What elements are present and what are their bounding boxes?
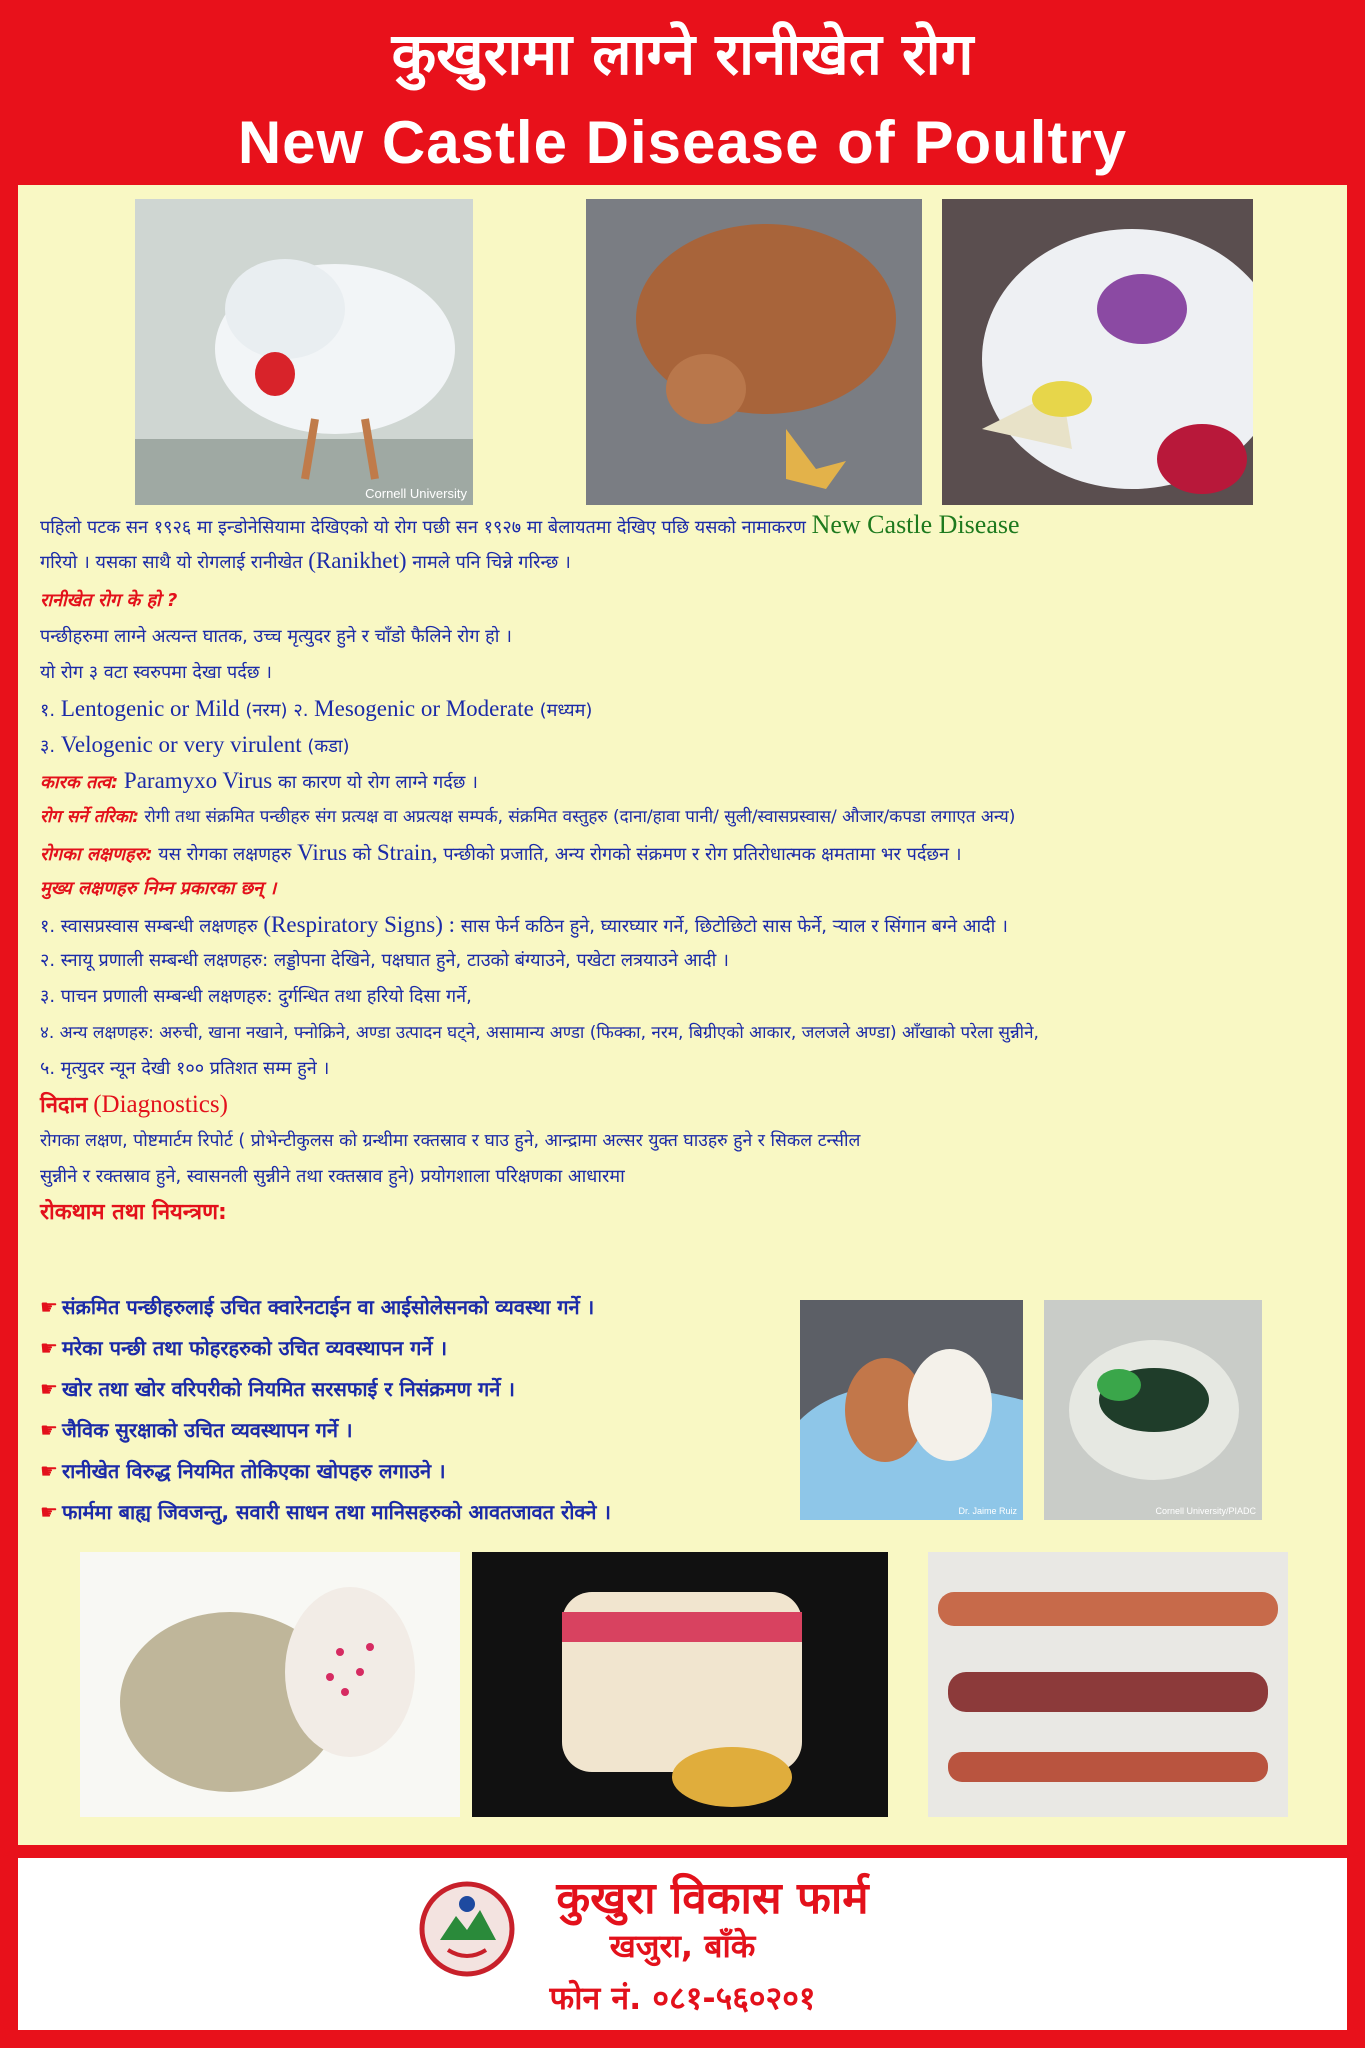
intestines-image xyxy=(928,1552,1288,1817)
org-phone: फोन नं. ०८१-५६०२०१ xyxy=(549,1979,816,2017)
what-is-heading: रानीखेत रोग के हो ? xyxy=(40,590,178,611)
cause-virus: Paramyxo Virus xyxy=(123,768,273,793)
forms-1-2 xyxy=(40,691,1039,727)
title-nepali: कुखुरामा लाग्ने रानीखेत रोग xyxy=(391,20,974,88)
diagnostics-heading xyxy=(40,1087,1039,1123)
eggs-image xyxy=(800,1300,1023,1520)
symptom-item-3: ३. पाचन प्रणाली सम्बन्धी लक्षणहरु: दुर्गन्धित तथा हरियो दिसा गर्ने, xyxy=(40,986,472,1007)
cause-text: का कारण यो रोग लाग्ने गर्दछ । xyxy=(277,772,478,793)
photo-opened-proventriculus xyxy=(472,1552,888,1817)
list-item xyxy=(40,1328,611,1369)
photo-proventriculus xyxy=(80,1552,460,1817)
intro-text-2a: गरियो । यसका साथै यो रोगलाई रानीखेत xyxy=(40,552,303,573)
intro-english-name: New Castle Disease xyxy=(811,510,1020,539)
list-item xyxy=(40,1287,611,1328)
list-item xyxy=(40,1492,611,1533)
org-name: कुखुरा विकास फार्म xyxy=(556,1873,869,1924)
spread-line xyxy=(40,799,1039,835)
list-item-text: संक्रमित पन्छीहरुलाई उचित क्वारेनटाईन वा आईसोलेसनको व्यवस्था गर्ने । xyxy=(61,1295,595,1319)
pointing-hand-icon: ☛ xyxy=(40,1459,58,1483)
content-panel xyxy=(18,185,1347,1845)
what-is-desc: पन्छीहरुमा लाग्ने अत्यन्त घातक, उच्च मृत्युदर हुने र चाँडो फैलिने रोग हो । xyxy=(40,626,512,647)
control-heading: रोकथाम तथा नियन्त्रण: xyxy=(40,1200,227,1225)
intro-line-1 xyxy=(40,507,1039,543)
spread-text: रोगी तथा संक्रमित पन्छीहरु संग प्रत्यक्ष वा अप्रत्यक्ष सम्पर्क, संक्रमित वस्तुहरु (दाना/हावा पानी/ सुली/स्वासप्रस्वास/ औजार/कपडा लगाएत अन्य) xyxy=(144,807,1016,827)
symptoms-text-b: को xyxy=(352,844,372,865)
symptoms-text-a: यस रोगका लक्षणहरु xyxy=(158,844,292,865)
symptom-item-1 xyxy=(40,907,1039,943)
list-item-text: खोर तथा खोर वरिपरीको नियमित सरसफाई र निसंक्रमण गर्ने । xyxy=(61,1377,515,1401)
forms-intro: यो रोग ३ वटा स्वरुपमा देखा पर्दछ । xyxy=(40,662,273,683)
form-name: Lentogenic or Mild xyxy=(60,696,240,721)
symptom-item-1-b: सास फेर्न कठिन हुने, घ्यारघ्यार गर्ने, छिटोछिटो सास फेर्ने, ऱ्याल र सिंगान बग्ने आदी । xyxy=(460,916,1008,937)
control-list xyxy=(40,1287,611,1533)
photo-eggs xyxy=(800,1300,1023,1520)
symptom-item-5: ५. मृत्युदर न्यून देखी १०० प्रतिशत सम्म हुने । xyxy=(40,1058,330,1079)
form-name: Velogenic or very virulent xyxy=(60,732,302,757)
symptom-item-2: २. स्नायू प्रणाली सम्बन्धी लक्षणहरु: लड्डोपना देखिने, पक्षघात हुने, टाउको बंग्याउने, पखेटा लत्रयाउने आदी । xyxy=(40,950,729,971)
symptom-item-1-a: १. स्वासप्रस्वास सम्बन्धी लक्षणहरु xyxy=(40,916,258,937)
diagnostics-heading-en: (Diagnostics) xyxy=(93,1091,228,1118)
pointing-hand-icon: ☛ xyxy=(40,1418,58,1442)
footer xyxy=(18,1858,1347,2030)
photo-credit: Dr. Jaime Ruiz xyxy=(958,1506,1017,1516)
form-number: २. xyxy=(293,700,309,721)
cause-label: कारक तत्व: xyxy=(40,772,119,793)
form-name-np: (नरम) xyxy=(245,700,288,721)
form-name-np: (कडा) xyxy=(307,736,350,757)
opened-proventriculus-image xyxy=(472,1552,888,1817)
photo-green-diarrhea xyxy=(1044,1300,1262,1520)
photo-white-chicken xyxy=(135,199,473,505)
symptom-item-4: ४. अन्य लक्षणहरु: अरुची, खाना नखाने, फ्नोक्रिने, अण्डा उत्पादन घट्ने, असामान्य अण्डा (फिक्का, नरम, बिग्रीएको आकार, जलजले अण्डा) आँखाको परेला सुन्नीने, xyxy=(40,1023,1039,1043)
intro-text: पहिलो पटक सन १९२६ मा इन्डोनेसियामा देखिएको यो रोग पछी सन १९२७ मा बेलायतमा देखिए पछि यसको नामाकरण xyxy=(40,517,806,538)
org-location: खजुरा, बाँके xyxy=(609,1927,756,1965)
chicken-head-image xyxy=(942,199,1253,505)
symptoms-virus: Virus xyxy=(297,840,347,865)
list-item-text: जैविक सुरक्षाको उचित व्यवस्थापन गर्ने । xyxy=(61,1418,353,1442)
list-item-text: रानीखेत विरुद्ध नियमित तोकिएका खोपहरु लगाउने । xyxy=(61,1459,446,1483)
form-number: १. xyxy=(40,700,56,721)
diagnostics-line-1: रोगका लक्षण, पोष्टमार्टम रिपोर्ट ( प्रोभेन्टीकुलस को ग्रन्थीमा रक्तस्राव र घाउ हुने, आन्द्रामा अल्सर युक्त घाउहरु हुने र सिकल टन्सील xyxy=(40,1131,861,1151)
diagnostics-line-2: सुन्नीने र रक्तस्राव हुने, स्वासनली सुन्नीने तथा रक्तस्राव हुने) प्रयोगशाला परिक्षणका आधारमा xyxy=(40,1166,625,1187)
form-name: Mesogenic or Moderate xyxy=(314,696,534,721)
pointing-hand-icon: ☛ xyxy=(40,1500,58,1524)
list-item xyxy=(40,1451,611,1492)
photo-credit: Cornell University/PIADC xyxy=(1155,1506,1256,1516)
pointing-hand-icon: ☛ xyxy=(40,1336,58,1360)
photo-brown-hen xyxy=(586,199,922,505)
intro-ranikhet: (Ranikhet) xyxy=(308,548,407,573)
body-text xyxy=(40,507,1039,1231)
title-english: New Castle Disease of Poultry xyxy=(237,109,1128,176)
symptoms-label: रोगका लक्षणहरु: xyxy=(40,844,153,865)
symptoms-strain: Strain, xyxy=(376,840,438,865)
list-item xyxy=(40,1410,611,1451)
main-symptoms-heading: मुख्य लक्षणहरु निम्न प्रकारका छन् । xyxy=(40,878,277,899)
symptom-item-1-en: (Respiratory Signs) : xyxy=(263,912,456,937)
intro-line-2 xyxy=(40,543,1039,579)
form-name-np: (मध्यम) xyxy=(539,700,593,721)
form-number: ३. xyxy=(40,736,56,757)
forms-3 xyxy=(40,727,1039,763)
pointing-hand-icon: ☛ xyxy=(40,1377,58,1401)
proventriculus-image xyxy=(80,1552,460,1817)
spread-label: रोग सर्ने तरिका: xyxy=(40,807,139,827)
symptoms-text-c: पन्छीको प्रजाति, अन्य रोगको संक्रमण र रोग प्रतिरोधात्मक क्षमतामा भर पर्दछन । xyxy=(443,844,962,865)
list-item xyxy=(40,1369,611,1410)
pointing-hand-icon: ☛ xyxy=(40,1295,58,1319)
header xyxy=(0,0,1365,185)
brown-hen-image xyxy=(586,199,922,505)
photo-credit: Cornell University xyxy=(365,486,467,501)
list-item-text: मरेका पन्छी तथा फोहरहरुको उचित व्यवस्थापन गर्ने । xyxy=(61,1336,448,1360)
photo-intestines xyxy=(928,1552,1288,1817)
diagnostics-heading-np: निदान xyxy=(40,1093,88,1118)
list-item-text: फार्ममा बाह्य जिवजन्तु, सवारी साधन तथा मानिसहरुको आवतजावत रोक्ने । xyxy=(61,1500,611,1524)
white-chicken-image xyxy=(135,199,473,505)
photo-chicken-head xyxy=(942,199,1253,505)
green-diarrhea-image xyxy=(1044,1300,1262,1520)
intro-text-2b: नामले पनि चिन्ने गरिन्छ । xyxy=(412,552,571,573)
cause-line xyxy=(40,763,1039,799)
symptoms-line xyxy=(40,835,1039,871)
